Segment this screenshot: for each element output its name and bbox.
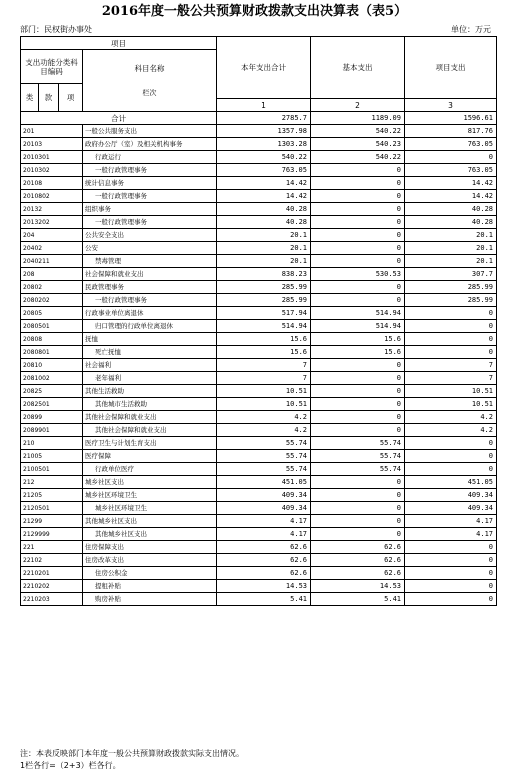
row-total: 4.17 (217, 515, 311, 528)
row-basic: 0 (311, 164, 405, 177)
table-header (21, 37, 497, 112)
row-project: 20.1 (405, 242, 497, 255)
row-total: 14.42 (217, 177, 311, 190)
row-basic: 55.74 (311, 450, 405, 463)
row-name: 城乡社区支出 (83, 476, 217, 489)
row-code: 2210202 (21, 580, 83, 593)
row-code: 2082501 (21, 398, 83, 411)
table-row (21, 450, 497, 463)
row-total: 20.1 (217, 255, 311, 268)
row-basic: 5.41 (311, 593, 405, 606)
note-line: 注：本表反映部门本年度一般公共预算财政拨款实际支出情况。 (20, 749, 244, 758)
header-kuan: 款 (39, 84, 59, 112)
table-row (21, 580, 497, 593)
row-project: 7 (405, 359, 497, 372)
table-row (21, 411, 497, 424)
row-name: 医疗卫生与计划生育支出 (83, 437, 217, 450)
table-row (21, 489, 497, 502)
row-basic: 0 (311, 216, 405, 229)
row-name: 社会福利 (83, 359, 217, 372)
total-basic: 1189.09 (311, 112, 405, 125)
row-total: 451.05 (217, 476, 311, 489)
row-code: 2210201 (21, 567, 83, 580)
table-row (21, 515, 497, 528)
row-project: 0 (405, 437, 497, 450)
row-project: 285.99 (405, 294, 497, 307)
row-project: 4.17 (405, 515, 497, 528)
row-project: 4.2 (405, 424, 497, 437)
row-name: 禁毒管理 (83, 255, 217, 268)
row-total: 55.74 (217, 437, 311, 450)
row-code: 20899 (21, 411, 83, 424)
table-row (21, 372, 497, 385)
row-code: 20402 (21, 242, 83, 255)
row-total: 15.6 (217, 346, 311, 359)
table-row (21, 476, 497, 489)
row-basic: 0 (311, 372, 405, 385)
table-row (21, 242, 497, 255)
header-xiang: 项 (59, 84, 83, 112)
row-name: 一般行政管理事务 (83, 164, 217, 177)
row-basic: 0 (311, 398, 405, 411)
row-name: 提租补贴 (83, 580, 217, 593)
row-project: 0 (405, 151, 497, 164)
row-total: 20.1 (217, 229, 311, 242)
row-code: 2010802 (21, 190, 83, 203)
row-project: 14.42 (405, 177, 497, 190)
seq-label: 栏次 (142, 88, 157, 97)
row-basic: 0 (311, 190, 405, 203)
row-name: 政府办公厅（室）及相关机构事务 (83, 138, 217, 151)
row-basic: 0 (311, 203, 405, 216)
total-label: 合计 (21, 112, 217, 125)
row-code: 201 (21, 125, 83, 138)
table-row (21, 190, 497, 203)
row-project: 10.51 (405, 385, 497, 398)
row-basic: 0 (311, 515, 405, 528)
row-basic: 0 (311, 502, 405, 515)
seq-1: 1 (217, 99, 311, 112)
row-code: 2129999 (21, 528, 83, 541)
note-line: 1栏各行=（2+3）栏各行。 (20, 761, 121, 770)
row-basic: 0 (311, 489, 405, 502)
row-code: 22102 (21, 554, 83, 567)
table-row (21, 502, 497, 515)
row-name: 住房改革支出 (83, 554, 217, 567)
row-name: 住房公积金 (83, 567, 217, 580)
row-project: 0 (405, 307, 497, 320)
row-project: 10.51 (405, 398, 497, 411)
row-name: 其他城市生活救助 (83, 398, 217, 411)
row-code: 210 (21, 437, 83, 450)
table-row (21, 320, 497, 333)
notes (20, 748, 244, 772)
table-row (21, 541, 497, 554)
row-code: 21205 (21, 489, 83, 502)
row-total: 838.23 (217, 268, 311, 281)
row-project: 14.42 (405, 190, 497, 203)
row-code: 2120501 (21, 502, 83, 515)
header-name: 科目名称 栏次 (83, 50, 217, 112)
row-project: 763.05 (405, 164, 497, 177)
row-basic: 540.22 (311, 125, 405, 138)
row-project: 763.05 (405, 138, 497, 151)
row-basic: 62.6 (311, 567, 405, 580)
row-basic: 15.6 (311, 346, 405, 359)
row-project: 0 (405, 567, 497, 580)
row-name: 医疗保障 (83, 450, 217, 463)
row-project: 409.34 (405, 502, 497, 515)
row-name: 组织事务 (83, 203, 217, 216)
row-code: 2010301 (21, 151, 83, 164)
table-row (21, 385, 497, 398)
row-name: 其他城乡社区支出 (83, 528, 217, 541)
table-row (21, 528, 497, 541)
row-total: 62.6 (217, 554, 311, 567)
row-name: 一般公共服务支出 (83, 125, 217, 138)
row-total: 514.94 (217, 320, 311, 333)
row-name: 死亡抚恤 (83, 346, 217, 359)
row-basic: 62.6 (311, 554, 405, 567)
table-row (21, 398, 497, 411)
row-name: 一般行政管理事务 (83, 216, 217, 229)
row-name: 社会保障和就业支出 (83, 268, 217, 281)
row-project: 20.1 (405, 255, 497, 268)
row-project: 0 (405, 346, 497, 359)
row-project: 0 (405, 541, 497, 554)
row-total: 517.94 (217, 307, 311, 320)
row-name: 公共安全支出 (83, 229, 217, 242)
row-total: 55.74 (217, 463, 311, 476)
row-project: 0 (405, 554, 497, 567)
row-name: 一般行政管理事务 (83, 190, 217, 203)
row-code: 2081002 (21, 372, 83, 385)
row-project: 0 (405, 450, 497, 463)
row-code: 20825 (21, 385, 83, 398)
table-row (21, 255, 497, 268)
row-total: 62.6 (217, 567, 311, 580)
row-code: 2100501 (21, 463, 83, 476)
header-basic: 基本支出 (311, 37, 405, 99)
row-total: 540.22 (217, 151, 311, 164)
table-row (21, 307, 497, 320)
header-total: 本年支出合计 (217, 37, 311, 99)
row-basic: 0 (311, 424, 405, 437)
row-code: 21005 (21, 450, 83, 463)
row-project: 285.99 (405, 281, 497, 294)
row-basic: 55.74 (311, 463, 405, 476)
table-row (21, 281, 497, 294)
table-row (21, 424, 497, 437)
row-project: 4.17 (405, 528, 497, 541)
table-row (21, 125, 497, 138)
row-total: 5.41 (217, 593, 311, 606)
row-code: 20808 (21, 333, 83, 346)
row-total: 40.28 (217, 216, 311, 229)
row-name: 行政事业单位离退休 (83, 307, 217, 320)
row-basic: 0 (311, 281, 405, 294)
row-total: 4.2 (217, 424, 311, 437)
table-row (21, 593, 497, 606)
table-row (21, 164, 497, 177)
row-name: 一般行政管理事务 (83, 294, 217, 307)
expenditure-table (20, 36, 497, 606)
table-body (21, 112, 497, 606)
row-project: 409.34 (405, 489, 497, 502)
row-name: 购房补贴 (83, 593, 217, 606)
row-project: 4.2 (405, 411, 497, 424)
row-total: 14.42 (217, 190, 311, 203)
row-code: 20108 (21, 177, 83, 190)
row-code: 212 (21, 476, 83, 489)
row-basic: 62.6 (311, 541, 405, 554)
row-code: 2080202 (21, 294, 83, 307)
row-basic: 0 (311, 411, 405, 424)
table-row (21, 437, 497, 450)
row-basic: 55.74 (311, 437, 405, 450)
report-title: 2016年度一般公共预算财政拨款支出决算表（表5） (101, 4, 408, 19)
row-project: 817.76 (405, 125, 497, 138)
row-total: 40.28 (217, 203, 311, 216)
row-total: 62.6 (217, 541, 311, 554)
total-project: 1596.61 (405, 112, 497, 125)
row-total: 763.05 (217, 164, 311, 177)
row-basic: 0 (311, 528, 405, 541)
row-project: 20.1 (405, 229, 497, 242)
row-basic: 0 (311, 255, 405, 268)
header-project: 项目 (21, 37, 217, 50)
row-total: 409.34 (217, 502, 311, 515)
row-code: 2089901 (21, 424, 83, 437)
header-code: 支出功能分类科目编码 (21, 50, 83, 84)
row-name: 其他生活救助 (83, 385, 217, 398)
table-row (21, 268, 497, 281)
unit-label: 单位：万元 (451, 25, 491, 34)
table-row (21, 554, 497, 567)
row-name: 其他城乡社区支出 (83, 515, 217, 528)
row-project: 0 (405, 580, 497, 593)
row-code: 2080801 (21, 346, 83, 359)
row-code: 208 (21, 268, 83, 281)
row-basic: 0 (311, 177, 405, 190)
row-basic: 14.53 (311, 580, 405, 593)
row-name: 城乡社区环境卫生 (83, 489, 217, 502)
row-total: 7 (217, 359, 311, 372)
row-project: 0 (405, 320, 497, 333)
row-project: 40.28 (405, 203, 497, 216)
row-code: 2013202 (21, 216, 83, 229)
row-project: 0 (405, 593, 497, 606)
row-basic: 0 (311, 294, 405, 307)
row-name: 公安 (83, 242, 217, 255)
row-code: 20810 (21, 359, 83, 372)
row-basic: 15.6 (311, 333, 405, 346)
total-row (21, 112, 497, 125)
row-project: 307.7 (405, 268, 497, 281)
row-total: 55.74 (217, 450, 311, 463)
row-total: 285.99 (217, 294, 311, 307)
row-total: 285.99 (217, 281, 311, 294)
seq-2: 2 (311, 99, 405, 112)
row-project: 0 (405, 463, 497, 476)
table-row (21, 359, 497, 372)
row-code: 2080501 (21, 320, 83, 333)
table-row (21, 151, 497, 164)
row-total: 14.53 (217, 580, 311, 593)
header-lei: 类 (21, 84, 39, 112)
seq-3: 3 (405, 99, 497, 112)
row-name: 老年福利 (83, 372, 217, 385)
header-project-exp: 项目支出 (405, 37, 497, 99)
row-name: 行政单位医疗 (83, 463, 217, 476)
table-row (21, 346, 497, 359)
row-basic: 530.53 (311, 268, 405, 281)
row-basic: 540.23 (311, 138, 405, 151)
row-code: 2210203 (21, 593, 83, 606)
row-total: 1303.28 (217, 138, 311, 151)
row-basic: 514.94 (311, 320, 405, 333)
row-total: 10.51 (217, 398, 311, 411)
row-name: 民政管理事务 (83, 281, 217, 294)
row-project: 451.05 (405, 476, 497, 489)
row-total: 4.2 (217, 411, 311, 424)
row-total: 20.1 (217, 242, 311, 255)
row-basic: 0 (311, 242, 405, 255)
row-basic: 514.94 (311, 307, 405, 320)
row-project: 7 (405, 372, 497, 385)
table-row (21, 567, 497, 580)
row-basic: 540.22 (311, 151, 405, 164)
row-name: 行政运行 (83, 151, 217, 164)
row-project: 0 (405, 333, 497, 346)
table-row (21, 203, 497, 216)
row-total: 10.51 (217, 385, 311, 398)
row-code: 20805 (21, 307, 83, 320)
row-total: 15.6 (217, 333, 311, 346)
row-name: 其他社会保障和就业支出 (83, 424, 217, 437)
row-code: 20802 (21, 281, 83, 294)
table-row (21, 294, 497, 307)
row-name: 其他社会保障和就业支出 (83, 411, 217, 424)
department-label: 部门：民权街办事处 (20, 25, 92, 34)
table-row (21, 216, 497, 229)
row-total: 7 (217, 372, 311, 385)
row-code: 21299 (21, 515, 83, 528)
row-name: 城乡社区环境卫生 (83, 502, 217, 515)
row-name: 住房保障支出 (83, 541, 217, 554)
row-code: 20132 (21, 203, 83, 216)
table-row (21, 229, 497, 242)
row-code: 20103 (21, 138, 83, 151)
row-name: 归口管理的行政单位离退休 (83, 320, 217, 333)
row-project: 40.28 (405, 216, 497, 229)
table-row (21, 177, 497, 190)
row-name: 统计信息事务 (83, 177, 217, 190)
row-code: 2010302 (21, 164, 83, 177)
row-name: 抚恤 (83, 333, 217, 346)
row-basic: 0 (311, 229, 405, 242)
row-basic: 0 (311, 476, 405, 489)
row-code: 2040211 (21, 255, 83, 268)
table-row (21, 333, 497, 346)
row-code: 204 (21, 229, 83, 242)
row-total: 409.34 (217, 489, 311, 502)
row-code: 221 (21, 541, 83, 554)
row-basic: 0 (311, 359, 405, 372)
row-total: 1357.98 (217, 125, 311, 138)
table-row (21, 463, 497, 476)
total-value: 2785.7 (217, 112, 311, 125)
row-total: 4.17 (217, 528, 311, 541)
row-basic: 0 (311, 385, 405, 398)
table-row (21, 138, 497, 151)
